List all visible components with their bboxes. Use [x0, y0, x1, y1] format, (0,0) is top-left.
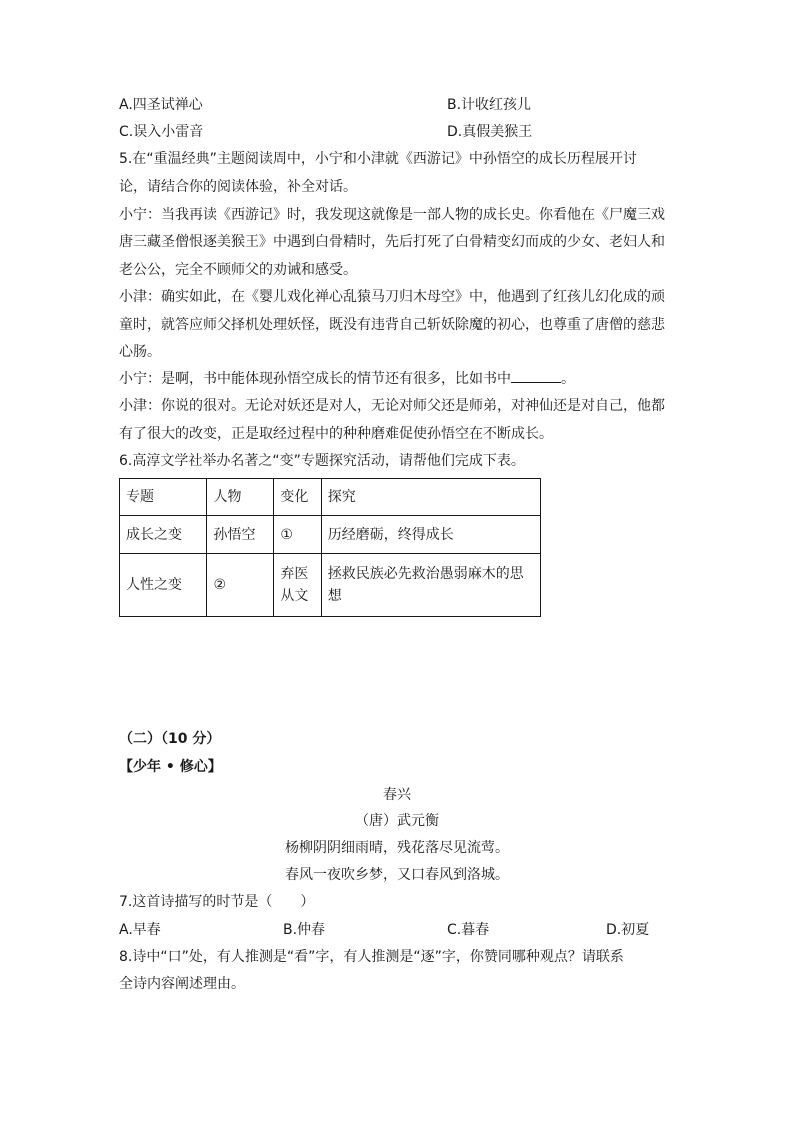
q7-option-a: A.早春 — [119, 922, 161, 938]
theme-table — [119, 478, 541, 617]
table-cell: 成长之变 — [120, 516, 207, 554]
q7-option-d: D.初夏 — [606, 922, 650, 938]
table-header-cell: 人物 — [207, 479, 274, 516]
table-row — [120, 516, 541, 554]
table-header-cell: 专题 — [120, 479, 207, 516]
section-subheading: 【少年 • 修心】 — [119, 759, 222, 775]
q5-stem-line2: 论，请结合你的阅读体验，补全对话。 — [119, 179, 357, 195]
q5-dialogue-1-line1: 小宁：当我再读《西游记》时，我发现这就像是一部人物的成长史。你看他在《尸魔三戏 — [119, 207, 665, 223]
q5-dialogue-3 — [119, 370, 575, 388]
q5-dialogue-2-line2: 童时，就答应师父择机处理妖怪，既没有违背自己斩妖除魔的初心，也尊重了唐僧的慈悲 — [119, 317, 665, 333]
section-heading: （二）（10 分） — [119, 731, 221, 747]
table-cell: 拯救民族必先救治愚弱麻木的思想 — [321, 554, 540, 617]
table-header-row — [120, 479, 541, 516]
q5-dialogue-1-line2: 唐三藏圣僧恨逐美猴王》中遇到白骨精时，先后打死了白骨精变幻而成的少女、老妇人和 — [119, 234, 665, 250]
q7-option-b: B.仲春 — [283, 922, 326, 938]
q5-dialogue-4-line1: 小津：你说的很对。无论对妖还是对人，无论对师父还是师弟，对神仙还是对自己，他都 — [119, 398, 665, 414]
table-cell-blank-1[interactable]: ① — [274, 516, 321, 554]
q7-option-c: C.暮春 — [447, 922, 490, 938]
q4-option-a: A.四圣试禅心 — [119, 97, 203, 113]
q6-stem: 6.高淳文学社举办名著之“变”专题探究活动，请帮他们完成下表。 — [119, 453, 525, 469]
q5-dialogue-3-text: 小宁：是啊，书中能体现孙悟空成长的情节还有很多，比如书中 — [119, 371, 511, 387]
q5-dialogue-4-line2: 有了很大的改变，正是取经过程中的种种磨难促使孙悟空在不断成长。 — [119, 426, 553, 442]
table-cell: 人性之变 — [120, 554, 207, 617]
q5-dialogue-3-end: 。 — [561, 371, 575, 387]
table-cell: 弃医从文 — [274, 554, 321, 617]
poem-title: 春兴 — [383, 787, 411, 803]
poem-line-2: 春风一夜吹乡梦，又口春风到洛城。 — [285, 867, 509, 883]
q5-stem-line1: 5.在“重温经典”主题阅读周中，小宁和小津就《西游记》中孙悟空的成长历程展开讨 — [119, 151, 637, 167]
q5-dialogue-2-line3: 心肠。 — [119, 344, 161, 360]
poem-line-1: 杨柳阴阴细雨晴，残花落尽见流莺。 — [285, 840, 509, 856]
q4-option-c: C.误入小雷音 — [119, 124, 204, 140]
q8-stem-line1: 8.诗中“口”处，有人推测是“看”字，有人推测是“逐”字，你赞同哪种观点？请联系 — [119, 949, 624, 965]
table-row — [120, 554, 541, 617]
table-cell-blank-2[interactable]: ② — [207, 554, 274, 617]
q5-answer-blank[interactable] — [511, 370, 561, 383]
q4-option-d: D.真假美猴王 — [447, 124, 533, 140]
q5-dialogue-2-line1: 小津：确实如此，在《婴儿戏化禅心乱猿马刀归木母空》中，他遇到了红孩儿幻化成的顽 — [119, 289, 665, 305]
q7-stem: 7.这首诗描写的时节是（ ） — [119, 894, 315, 910]
q4-option-b: B.计收红孩儿 — [447, 97, 532, 113]
poem-author: （唐）武元衡 — [355, 813, 439, 829]
q5-dialogue-1-line3: 老公公，完全不顾师父的劝诫和感受。 — [119, 262, 357, 278]
table-header-cell: 探究 — [321, 479, 540, 516]
table-header-cell: 变化 — [274, 479, 321, 516]
table-cell: 历经磨砺，终得成长 — [321, 516, 540, 554]
q8-stem-line2: 全诗内容阐述理由。 — [119, 976, 245, 992]
table-cell: 孙悟空 — [207, 516, 274, 554]
